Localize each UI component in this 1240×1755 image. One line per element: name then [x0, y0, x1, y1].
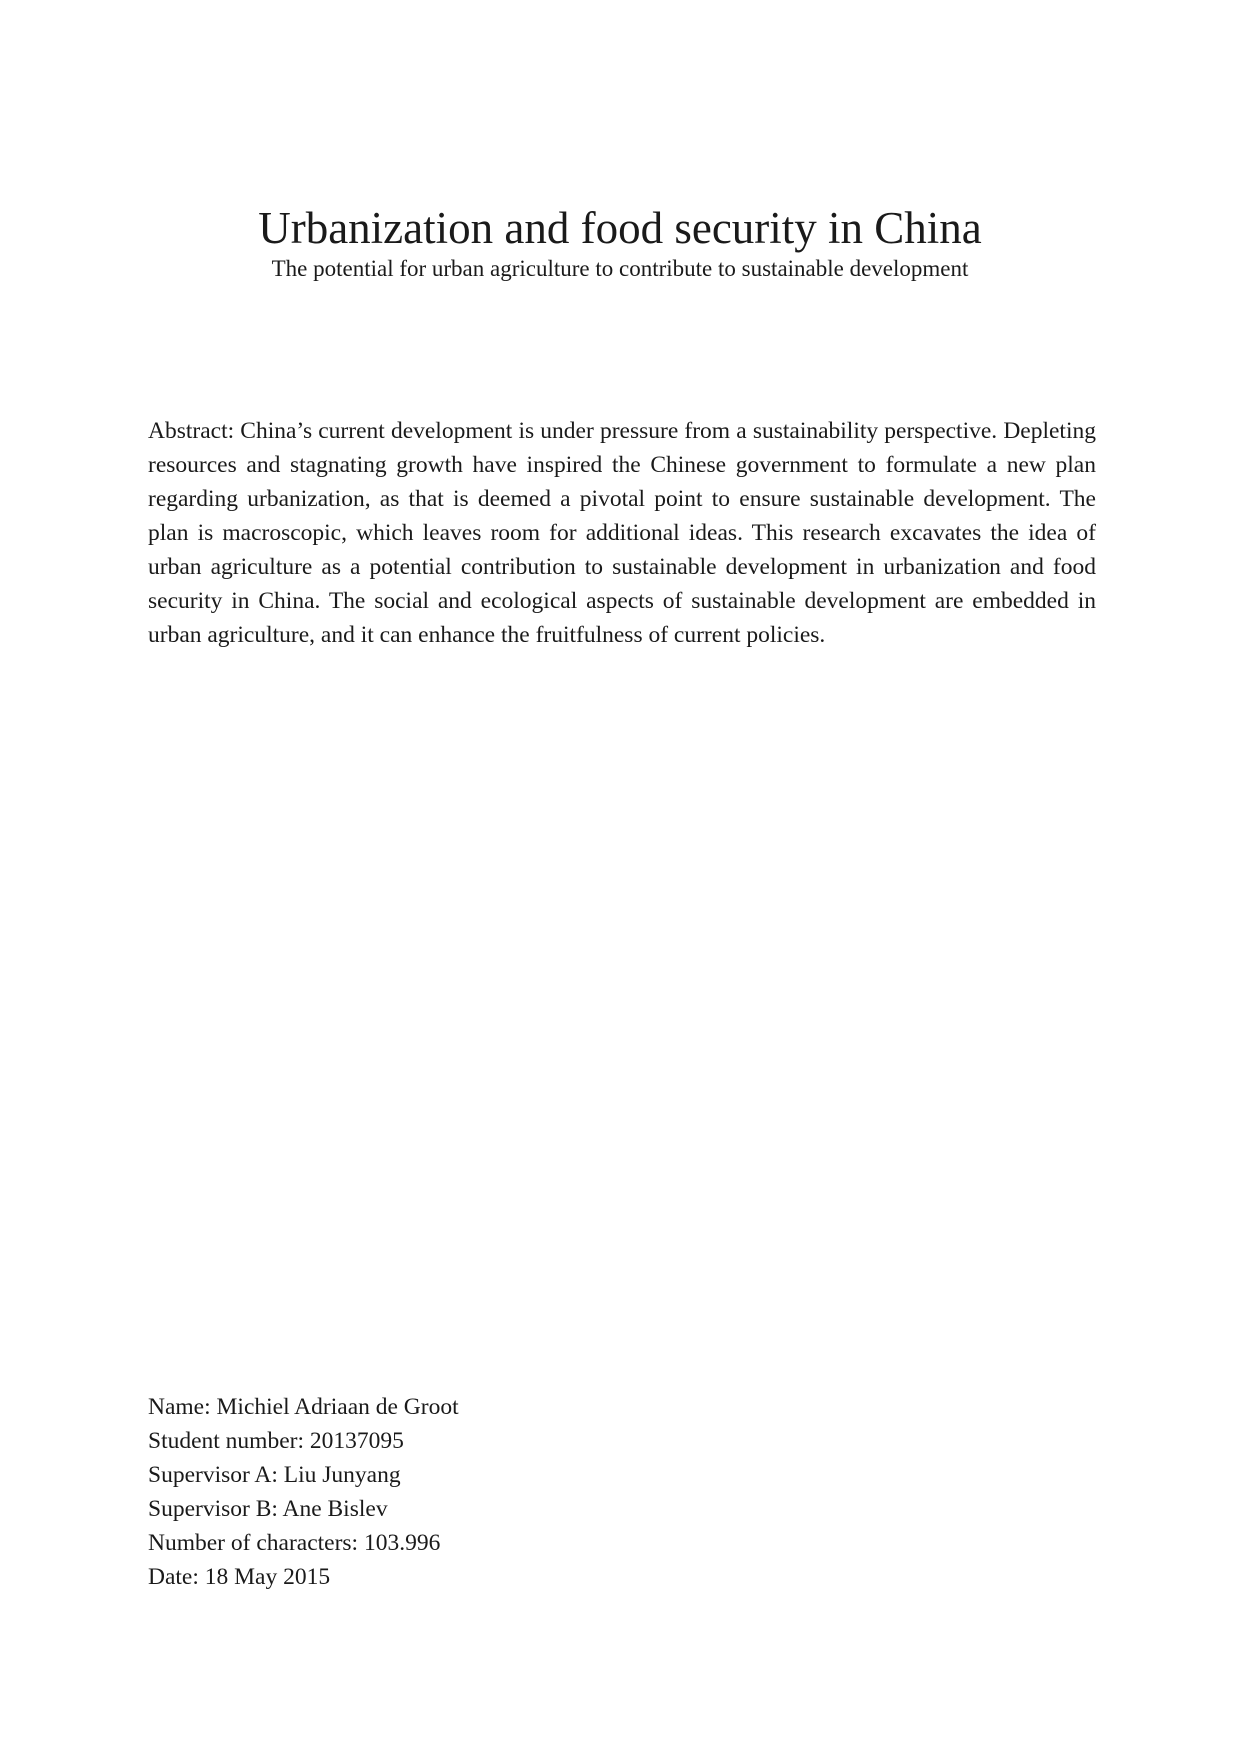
- author-details: [148, 1390, 459, 1594]
- supervisor-a: Supervisor A: Liu Junyang: [148, 1462, 401, 1488]
- abstract-paragraph: Abstract: China’s current development is under pressure from a sustainability perspective. Depleting resources and stagnating growth have inspired the Chinese government to formulate a new plan regarding urbanization, as that is deemed a pivotal point to ensure sustainable development. The plan is macroscopic, which leaves room for additional ideas. This research excavates the idea of urban agriculture as a potential contribution to sustainable development in urbanization and food security in China. The social and ecological aspects of sustainable development are embedded in urban agriculture, and it can enhance the fruitfulness of current policies.: [148, 418, 1096, 648]
- supervisor-b: Supervisor B: Ane Bislev: [148, 1496, 388, 1522]
- character-count: Number of characters: 103.996: [148, 1530, 441, 1556]
- document-title: Urbanization and food security in China: [258, 203, 982, 253]
- author-name: Name: Michiel Adriaan de Groot: [148, 1394, 459, 1420]
- document-date: Date: 18 May 2015: [148, 1564, 331, 1590]
- student-number: Student number: 20137095: [148, 1428, 404, 1454]
- document-subtitle: The potential for urban agriculture to contribute to sustainable development: [271, 256, 969, 281]
